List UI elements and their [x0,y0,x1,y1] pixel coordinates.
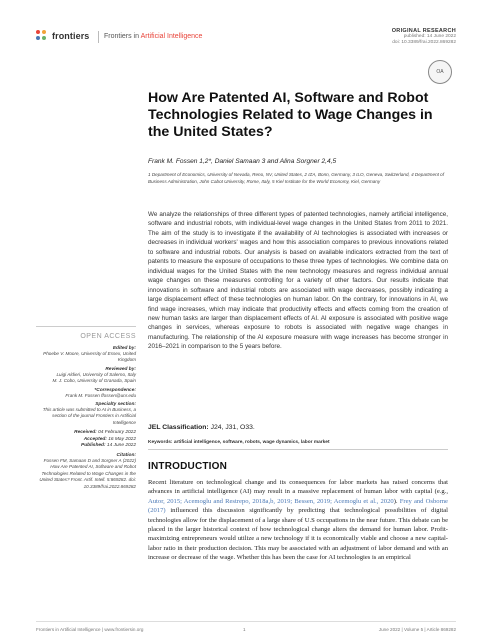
accepted-value: 16 May 2022 [108,436,136,442]
keywords-value: artificial intelligence, software, robots, wage dynamics, labor market [173,440,330,445]
section-heading: INTRODUCTION [148,461,228,472]
published-value: 14 June 2022 [106,443,136,449]
article-sidebar [36,326,136,490]
jel-classification [148,424,448,431]
badge-text: OA [436,69,444,75]
page-header [36,28,456,48]
keywords-label: Keywords: [148,440,173,445]
sidebar-divider [36,326,136,327]
reviewer-2[interactable]: M. J. Cobo, University of Granada, Spain [52,378,136,384]
header-divider [98,31,99,43]
edited-by-label: Edited by: [112,346,136,351]
received-value: 04 February 2022 [98,430,136,436]
accepted-label: Accepted: [83,436,107,442]
specialty-text: This article was submitted to AI in Business, a section of the journal Frontiers in Artificial Intelligence [42,407,136,425]
published-date: published: 14 June 2022 [403,34,456,39]
article-meta [392,28,456,46]
author-list[interactable]: Frank M. Fossen 1,2*, Daniel Samaan 3 and Alina Sorgner 2,4,5 [148,158,337,165]
footer-issue: June 2022 | Volume 5 | Article 869282 [378,627,456,632]
affiliations: 1 Department of Economics, University of Nevada, Reno, NV, United States, 2 IZA, Bonn, Germany, 3 ILO, Geneva, Switzerland, 4 Department of Business Administration, John Cabot University, Rome, Italy, 5 Kiel Institute for the World Economy, Kiel, Germany [148,172,445,184]
correspondence-contact[interactable]: Frank M. Fossen ffossen@unr.edu [65,392,136,398]
intro-text-3: influenced this discussion significantly by predicting that technological possibilities of digital technologies allow for the displacement of a large share of U.S occupations in the near future. This debate can be placed in the larger historical context of how technological change alters the demand for human labor. Profit-maximizing entrepreneurs would utilize a new technology if it is economically viable and choose a new capital-labor ratio in their production decision. This may be associated with an adjustment of labor demand and with an increase or decrease of the wage. Whether this has been the case for AI technologies is an empirical [148,507,448,562]
doi-link[interactable]: doi: 10.3389/frai.2022.869282 [392,40,456,45]
correspondence-label: *Correspondence: [94,387,136,393]
intro-paragraph [148,478,448,563]
jel-value: J24, J31, O33. [210,424,255,431]
jel-label: JEL Classification: [148,424,209,431]
journal-prefix: Frontiers in [104,33,141,40]
check-updates-icon[interactable] [428,60,452,84]
intro-text-1: Recent literature on technological change and its consequences for labor markets has raised concerns that advances in artificial intelligence (AI) may result in a massive replacement of human labor with capital (e.g., [148,479,448,496]
page-number: 1 [243,627,246,632]
citation-link[interactable]: Autor, 2015; Acemoglu and Restrepo, 2018a,b, 2019; Bessen, 2019; Acemoglu et al., 2020 [148,497,394,505]
article-dates [36,430,136,450]
keywords-divider [148,449,448,450]
keywords [148,440,448,445]
journal-title: Artificial Intelligence [140,33,203,40]
received-label: Received: [74,430,97,436]
abstract: We analyze the relationships of three different types of patented technologies, namely artificial intelligence, software and industrial robots, with individual-level wage changes in the United States from 2011 to 2021. The aim of the study is to investigate if the availability of AI technologies is associated with increases or decreases in individual workers' wages and how this association compares to previous innovations related to software and industrial robots. Our analysis is based on available indicators extracted from the text of patents to measure the exposure of occupations to these three types of technologies. We combine data on individual wages for the United States with the new technology measures and regress individual annual wage changes on these measures controlling for a variety of other factors. Our results indicate that innovations in software and industrial robots are associated with wage decreases, possibly indicating a large displacement effect of these technologies on human labor. On the contrary, for innovations in AI, we find wage increases, which may indicate that productivity effects and effects coming from the creation of new human tasks are larger than displacement effects of AI. AI exposure is associated with positive wage changes in services, whereas exposure to robots is associated with negative wage changes in manufacturing. The relationship of the AI exposure measure with wage increases has become stronger in 2016–2021 in comparison to the 5 years before. [148,211,448,351]
editor[interactable]: Phoebe V. Moore, University of Essex, United Kingdom [43,351,136,363]
logo-dots-icon [36,30,48,42]
published-label: Published: [81,443,106,449]
footer-journal[interactable]: Frontiers in Artificial Intelligence | www.frontiersin.org [36,627,144,632]
specialty-label: Specialty section: [95,402,136,408]
footer-divider [36,621,456,622]
frontiers-logo[interactable] [36,30,89,42]
intro-text-2: ). [393,497,400,505]
logo-text: frontiers [52,31,90,41]
citation-link[interactable]: Frey and Osborne (2017) [148,497,448,515]
article-title: How Are Patented AI, Software and Robot Technologies Related to Wage Changes in the United States? [148,90,433,140]
reviewed-by-label: Reviewed by: [105,366,136,372]
journal-name[interactable] [104,33,202,40]
open-access-label: OPEN ACCESS [80,333,136,340]
published-row [36,443,136,450]
article-type: ORIGINAL RESEARCH [391,28,456,34]
citation-text: Fossen FM, Samaan D and Sorgner A (2022) How Are Patented AI, Software and Robot Technologies Related to Wage Changes in the United States? Front. Artif. Intell. 5:869282. doi: 10.3389/frai.2022.869282 [39,458,136,489]
received-date [36,430,136,437]
citation-label: Citation: [116,453,136,459]
reviewer-1[interactable]: Luigi Aldieri, University of Salerno, Italy [56,371,136,377]
